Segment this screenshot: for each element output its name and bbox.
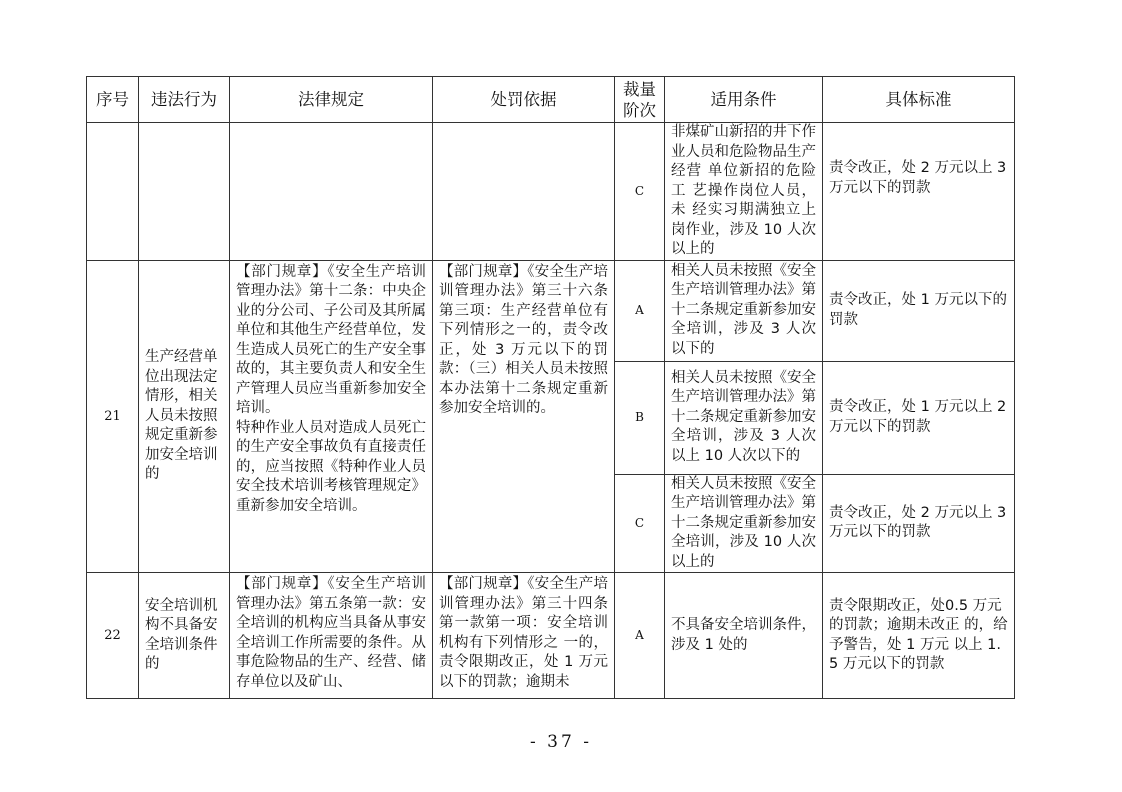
row-21-standard-b: 责令改正，处 1 万元以上 2 万元以下的罚款	[823, 361, 1015, 474]
header-condition: 适用条件	[665, 77, 823, 123]
cont-level: C	[615, 123, 665, 261]
row-22-basis: 【部门规章】《安全生产培训管理办法》第三十四条第一款第一项：安全培训机构有下列情形之 一的，责令限期改正，处 1 万元以下的罚款；逾期未	[433, 573, 615, 699]
cont-number-cell	[87, 123, 139, 261]
row-21-law: 【部门规章】《安全生产培训管理办法》第十二条：中央企业的分公司、子公司及其所属单位和其他生产经营单位，发生造成人员死亡的生产安全事故的，其主要负责人和安全生产管理人员应当重新参加安全培训。 特种作业人员对造成人员死亡的生产安全事故负有直接责任的，应当按照《特种作业人员安全技术培训考核管理规定》重新参加安全培训。	[230, 260, 433, 573]
row-21-level-c: C	[615, 474, 665, 573]
row-22-condition: 不具备安全培训条件，涉及 1 处的	[665, 573, 823, 699]
row-22-law: 【部门规章】《安全生产培训管理办法》第五条第一款：安全培训的机构应当具备从事安全培训工作所需要的条件。从事危险物品的生产、经营、储存单位以及矿山、	[230, 573, 433, 699]
header-basis: 处罚依据	[433, 77, 615, 123]
penalty-standard-table	[86, 76, 1015, 699]
cont-violation-cell	[139, 123, 230, 261]
row-22-number: 22	[87, 573, 139, 699]
row-21-condition-b: 相关人员未按照《安全生产培训管理办法》第十二条规定重新参加安全培训，涉及 3 人次以上 10 人次以下的	[665, 361, 823, 474]
row-21-condition-c: 相关人员未按照《安全生产培训管理办法》第十二条规定重新参加安全培训，涉及 10 人次以上的	[665, 474, 823, 573]
row-22-violation: 安全培训机构不具备安全培训条件的	[139, 573, 230, 699]
table-row	[87, 573, 1015, 699]
header-number: 序号	[87, 77, 139, 123]
row-22-standard: 责令限期改正，处0.5 万元的罚款；逾期未改正 的，给予警告，处 1 万元 以上 1.5 万元以下的罚款	[823, 573, 1015, 699]
penalty-table-wrapper	[86, 76, 1015, 699]
cont-law-cell	[230, 123, 433, 261]
header-law: 法律规定	[230, 77, 433, 123]
row-21-basis: 【部门规章】《安全生产培训管理办法》第三十六条第三项：生产经营单位有下列情形之一的，责令改正，处 3 万元以下的罚款：（三）相关人员未按照本办法第十二条规定重新参加安全培训的。	[433, 260, 615, 573]
row-21-number: 21	[87, 260, 139, 573]
row-21-standard-a: 责令改正，处 1 万元以下的罚款	[823, 260, 1015, 361]
row-21-standard-c: 责令改正，处 2 万元以上 3 万元以下的罚款	[823, 474, 1015, 573]
row-21-violation: 生产经营单位出现法定情形，相关人员未按照规定重新参加安全培训的	[139, 260, 230, 573]
cont-basis-cell	[433, 123, 615, 261]
header-standard: 具体标准	[823, 77, 1015, 123]
table-header-row	[87, 77, 1015, 123]
table-row	[87, 260, 1015, 361]
row-22-level: A	[615, 573, 665, 699]
cont-standard: 责令改正，处 2 万元以上 3 万元以下的罚款	[823, 123, 1015, 261]
cont-condition: 非煤矿山新招的井下作业人员和危险物品生产经营 单位新招的危险工 艺操作岗位人员，未 经实习期满独立上 岗作业，涉及 10 人次以上的	[665, 123, 823, 261]
header-level: 裁量阶次	[615, 77, 665, 123]
header-violation: 违法行为	[139, 77, 230, 123]
row-21-level-b: B	[615, 361, 665, 474]
row-21-level-a: A	[615, 260, 665, 361]
row-21-condition-a: 相关人员未按照《安全生产培训管理办法》第十二条规定重新参加安全培训，涉及 3 人次以下的	[665, 260, 823, 361]
table-row	[87, 123, 1015, 261]
page-number: - 37 -	[530, 732, 592, 752]
